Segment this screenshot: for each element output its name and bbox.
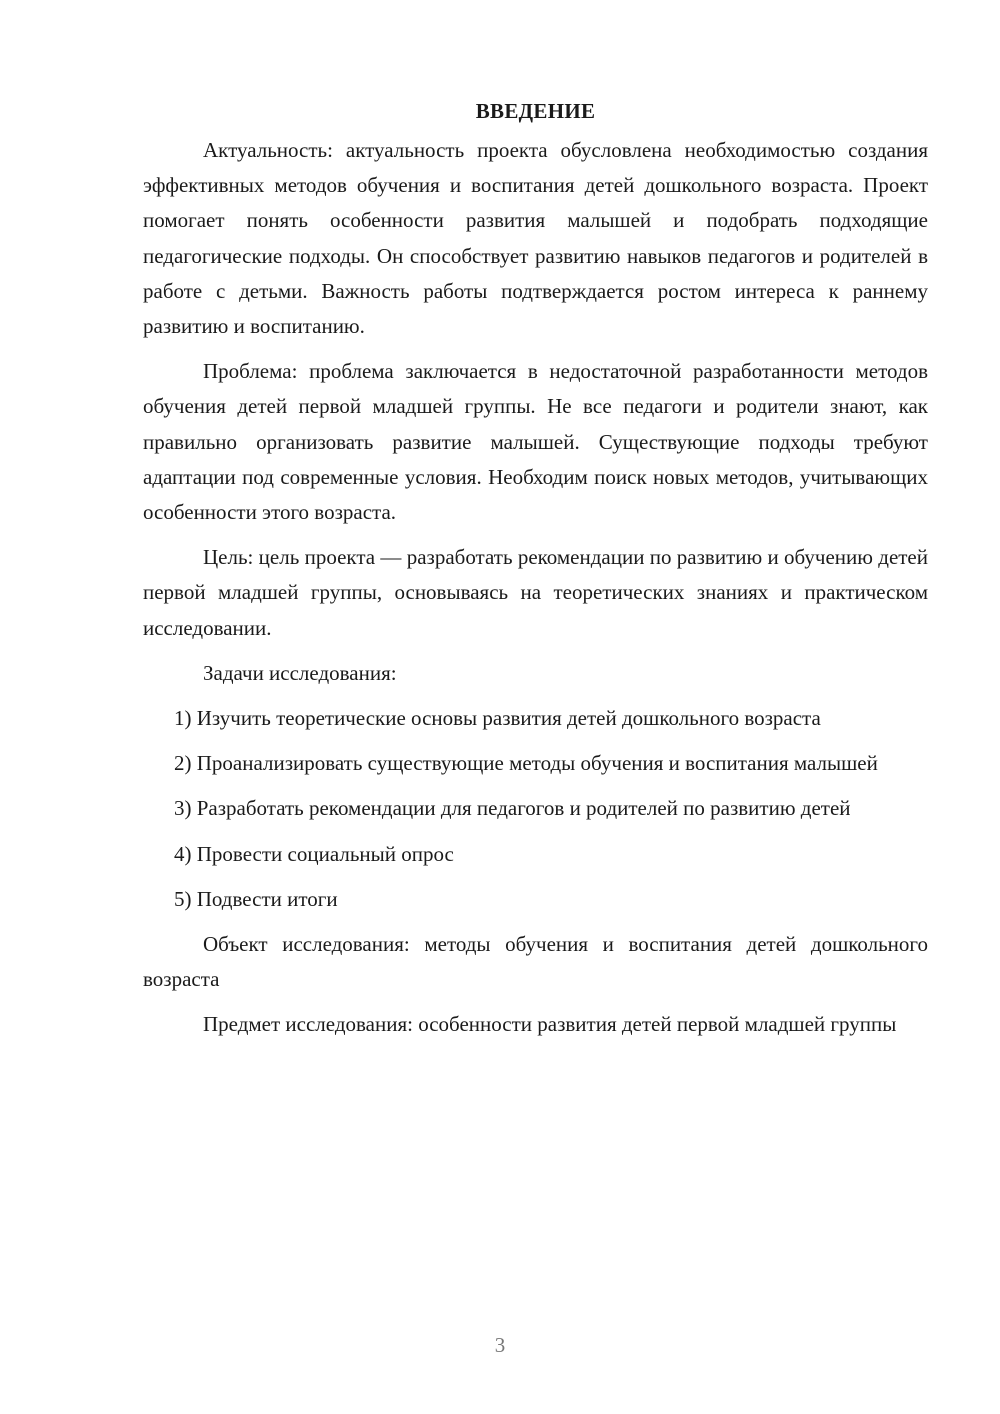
task-item: 4) Провести социальный опрос [174, 841, 454, 866]
page-number: 3 [494, 1333, 506, 1357]
object-paragraph: Объект исследования: методы обучения и воспитания детей дошкольного возраста [143, 932, 928, 992]
problem-paragraph: Проблема: проблема заключается в недостаточной разработанности методов обучения детей первой младшей группы. Не все педагоги и родители знают, как правильно организовать развитие малышей. Существующие подходы требуют адаптации под современные условия. Необходим поиск новых методов, учитывающих особенности этого возраста. [143, 359, 928, 525]
task-item: 3) Разработать рекомендации для педагогов и родителей по развитию детей [174, 796, 851, 821]
task-item: 2) Проанализировать существующие методы обучения и воспитания малышей [174, 751, 878, 776]
task-item: 5) Подвести итоги [174, 886, 338, 911]
section-heading: ВВЕДЕНИЕ [475, 99, 596, 123]
document-page [143, 97, 928, 1053]
subject-paragraph: Предмет исследования: особенности развития детей первой младшей группы [203, 1012, 897, 1037]
task-item: 1) Изучить теоретические основы развития детей дошкольного возраста [174, 706, 821, 731]
tasks-title: Задачи исследования: [203, 660, 397, 685]
goal-paragraph: Цель: цель проекта — разработать рекомендации по развитию и обучению детей первой младшей группы, основываясь на теоретических знаниях и практическом исследовании. [143, 545, 928, 640]
actuality-paragraph: Актуальность: актуальность проекта обусловлена необходимостью создания эффективных методов обучения и воспитания детей дошкольного возраста. Проект помогает понять особенности развития малышей и подобрать подходящие педагогические подходы. Он способствует развитию навыков педагогов и родителей в работе с детьми. Важность работы подтверждается ростом интереса к раннему развитию и воспитанию. [143, 138, 928, 339]
